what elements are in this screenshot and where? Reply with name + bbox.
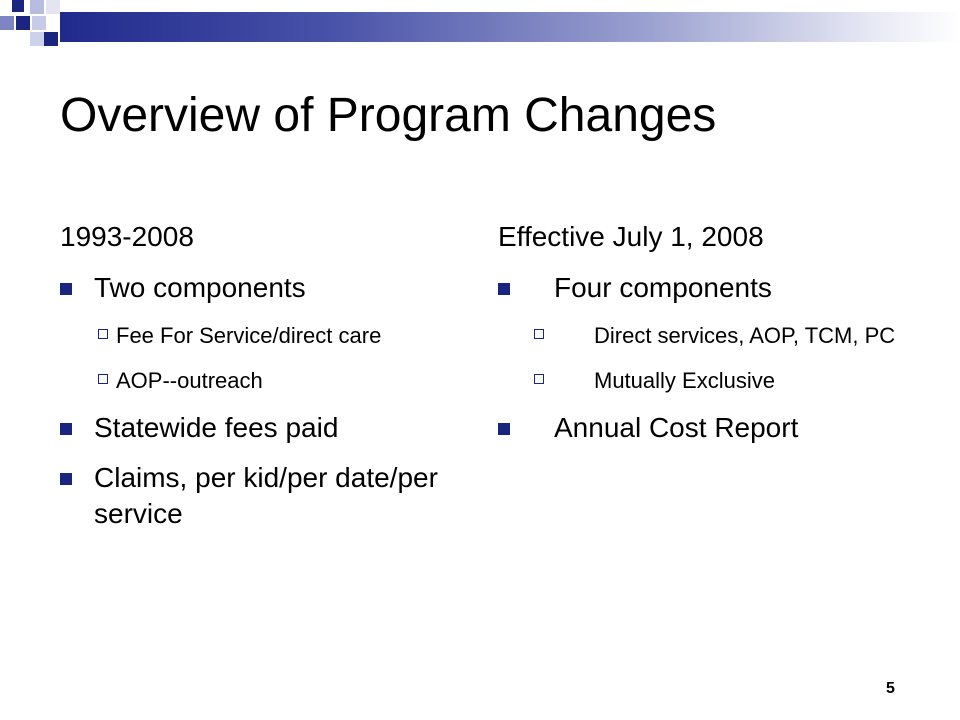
- left-column: [60, 210, 460, 546]
- sub-bullet-item: [60, 365, 460, 396]
- hollow-square-bullet-icon: [98, 374, 108, 384]
- slide-title: Overview of Program Changes: [60, 89, 717, 142]
- sub-bullet-text: Mutually Exclusive: [594, 368, 775, 393]
- bullet-text: Four components: [554, 272, 772, 303]
- square-bullet-icon: [60, 283, 72, 295]
- sub-bullet-text: Fee For Service/direct care: [116, 323, 382, 348]
- bullet-item: [498, 410, 898, 446]
- hollow-square-bullet-icon: [534, 374, 544, 384]
- bullet-text: Annual Cost Report: [554, 412, 799, 443]
- bullet-item: [60, 410, 460, 446]
- square-bullet-icon: [60, 473, 72, 485]
- sub-bullet-text: Direct services, AOP, TCM, PC: [594, 323, 896, 348]
- page-number: 5: [886, 680, 895, 697]
- sub-bullet-item: [498, 365, 898, 396]
- square-bullet-icon: [60, 423, 72, 435]
- hollow-square-bullet-icon: [534, 329, 544, 339]
- right-column-heading: Effective July 1, 2008: [498, 221, 764, 252]
- bullet-item: [60, 460, 460, 532]
- header-gradient-band: [60, 12, 960, 42]
- sub-bullet-item: [498, 320, 898, 351]
- bullet-item: [498, 270, 898, 306]
- right-column: [498, 210, 898, 460]
- left-column-heading: 1993-2008: [60, 221, 194, 252]
- bullet-text: Two components: [94, 272, 306, 303]
- bullet-text: Statewide fees paid: [94, 412, 339, 443]
- square-bullet-icon: [498, 283, 510, 295]
- bullet-item: [60, 270, 460, 306]
- hollow-square-bullet-icon: [98, 329, 108, 339]
- sub-bullet-text: AOP--outreach: [116, 368, 263, 393]
- bullet-text: Claims, per kid/per date/per service: [94, 462, 438, 529]
- square-bullet-icon: [498, 423, 510, 435]
- sub-bullet-item: [60, 320, 460, 351]
